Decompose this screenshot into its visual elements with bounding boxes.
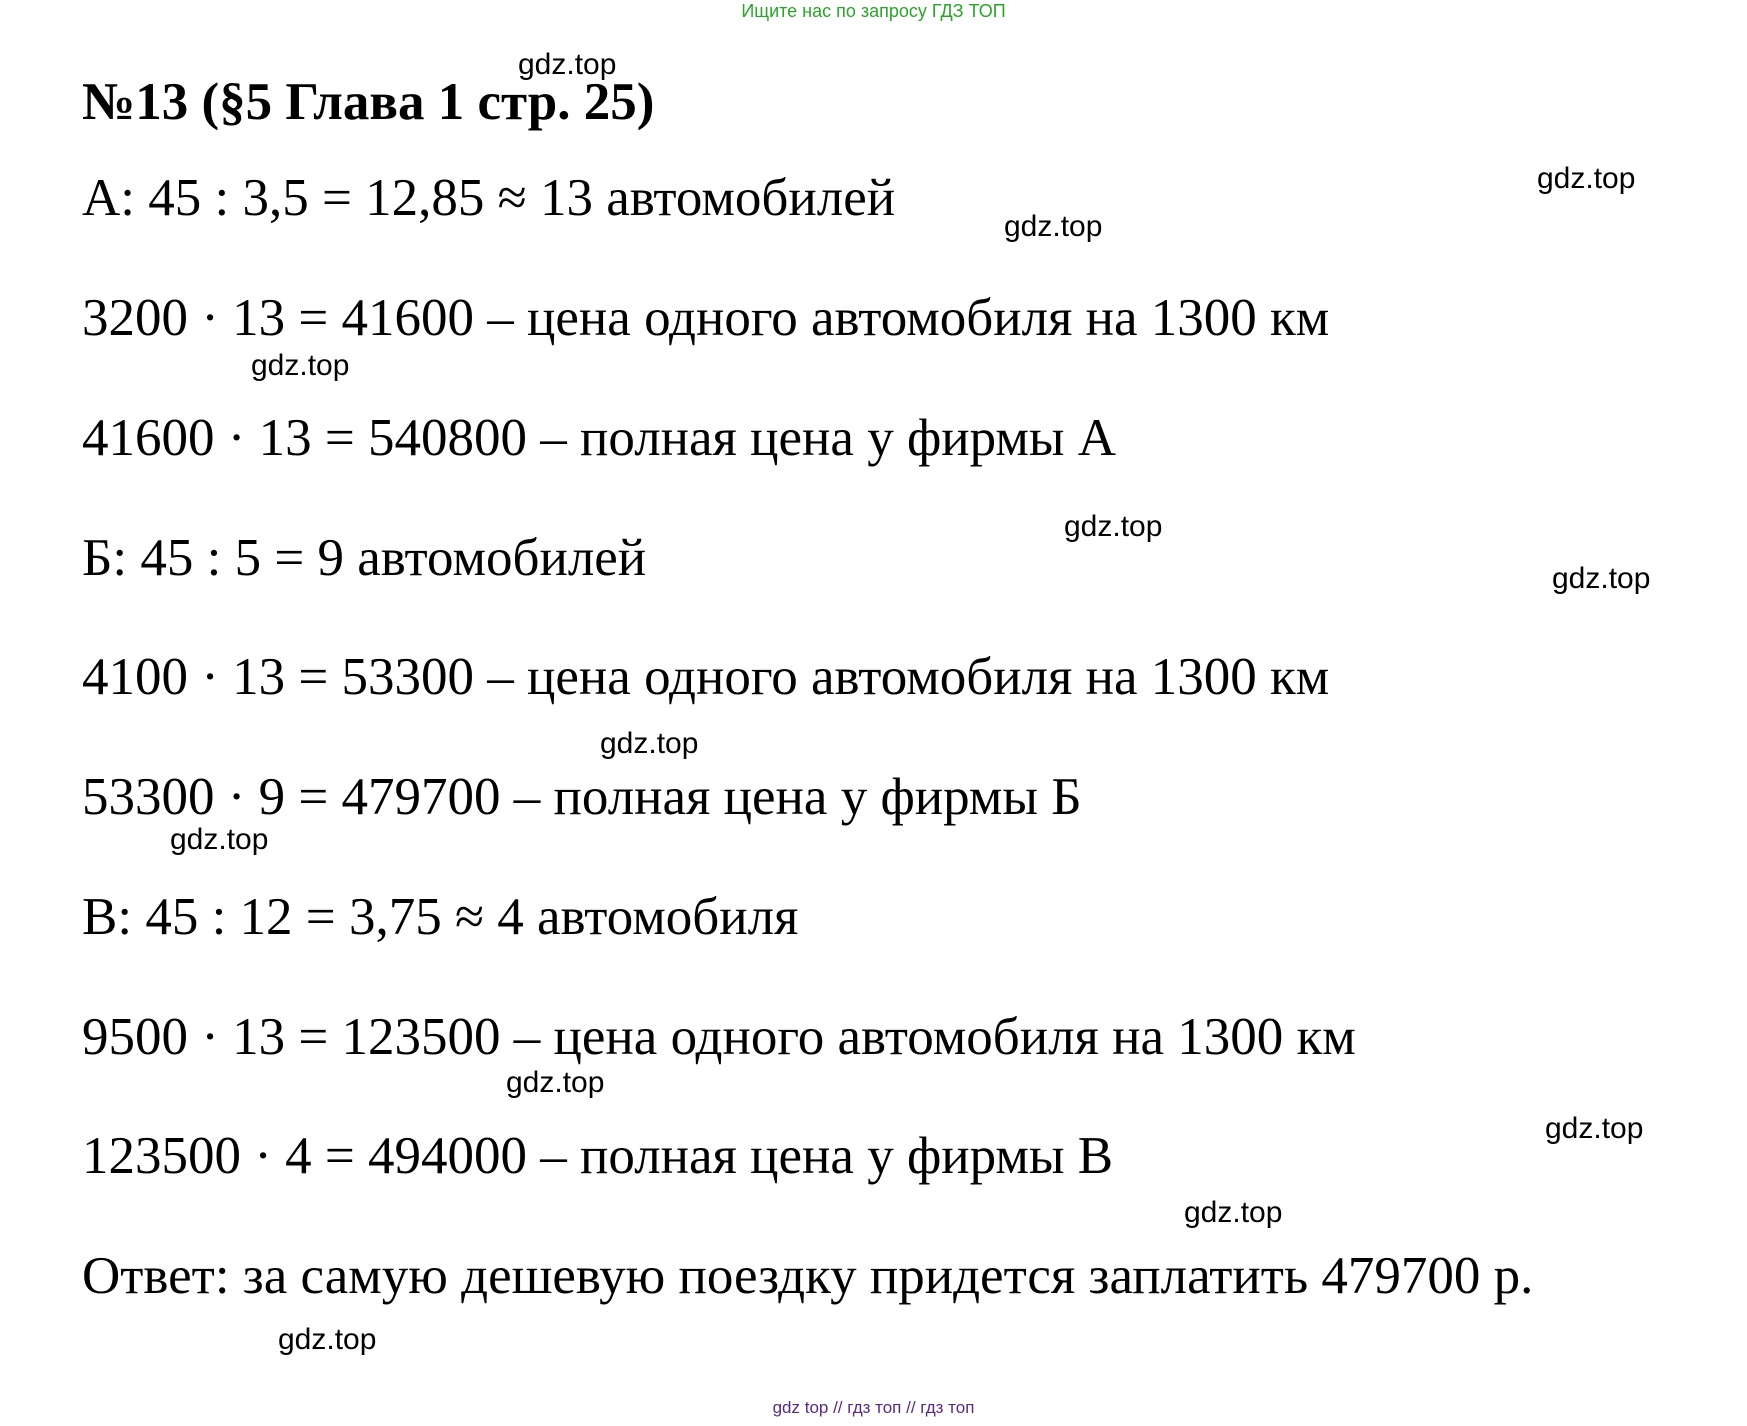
solution-line-7: В: 45 : 12 = 3,75 ≈ 4 автомобиля	[82, 888, 799, 946]
watermark: gdz.top	[251, 349, 350, 382]
page-title: №13 (§5 Глава 1 стр. 25)	[82, 73, 655, 131]
answer-line: Ответ: за самую дешевую поездку придется заплатить 479700 р.	[82, 1247, 1534, 1305]
watermark: gdz.top	[1537, 162, 1636, 195]
solution-line-6: 53300 · 9 = 479700 – полная цена у фирмы Б	[82, 768, 1082, 826]
watermark: gdz.top	[278, 1323, 377, 1356]
solution-line-2: 3200 · 13 = 41600 – цена одного автомобиля на 1300 км	[82, 289, 1330, 347]
watermark: gdz.top	[600, 727, 699, 760]
watermark: gdz.top	[170, 823, 269, 856]
watermark: gdz.top	[1064, 510, 1163, 543]
watermark: gdz.top	[1552, 562, 1651, 595]
solution-line-4: Б: 45 : 5 = 9 автомобилей	[82, 529, 647, 587]
footer-links: gdz top // гдз топ // гдз топ	[772, 1398, 975, 1417]
top-banner: Ищите нас по запросу ГДЗ ТОП	[741, 1, 1006, 21]
watermark: gdz.top	[1184, 1196, 1283, 1229]
watermark: gdz.top	[518, 48, 617, 81]
watermark: gdz.top	[1545, 1112, 1644, 1145]
watermark: gdz.top	[1004, 210, 1103, 243]
solution-line-9: 123500 · 4 = 494000 – полная цена у фирмы В	[82, 1127, 1114, 1185]
solution-line-5: 4100 · 13 = 53300 – цена одного автомобиля на 1300 км	[82, 648, 1330, 706]
solution-line-8: 9500 · 13 = 123500 – цена одного автомобиля на 1300 км	[82, 1008, 1356, 1066]
watermark: gdz.top	[506, 1066, 605, 1099]
solution-line-1: А: 45 : 3,5 = 12,85 ≈ 13 автомобилей	[82, 169, 896, 227]
solution-line-3: 41600 · 13 = 540800 – полная цена у фирмы А	[82, 409, 1117, 467]
